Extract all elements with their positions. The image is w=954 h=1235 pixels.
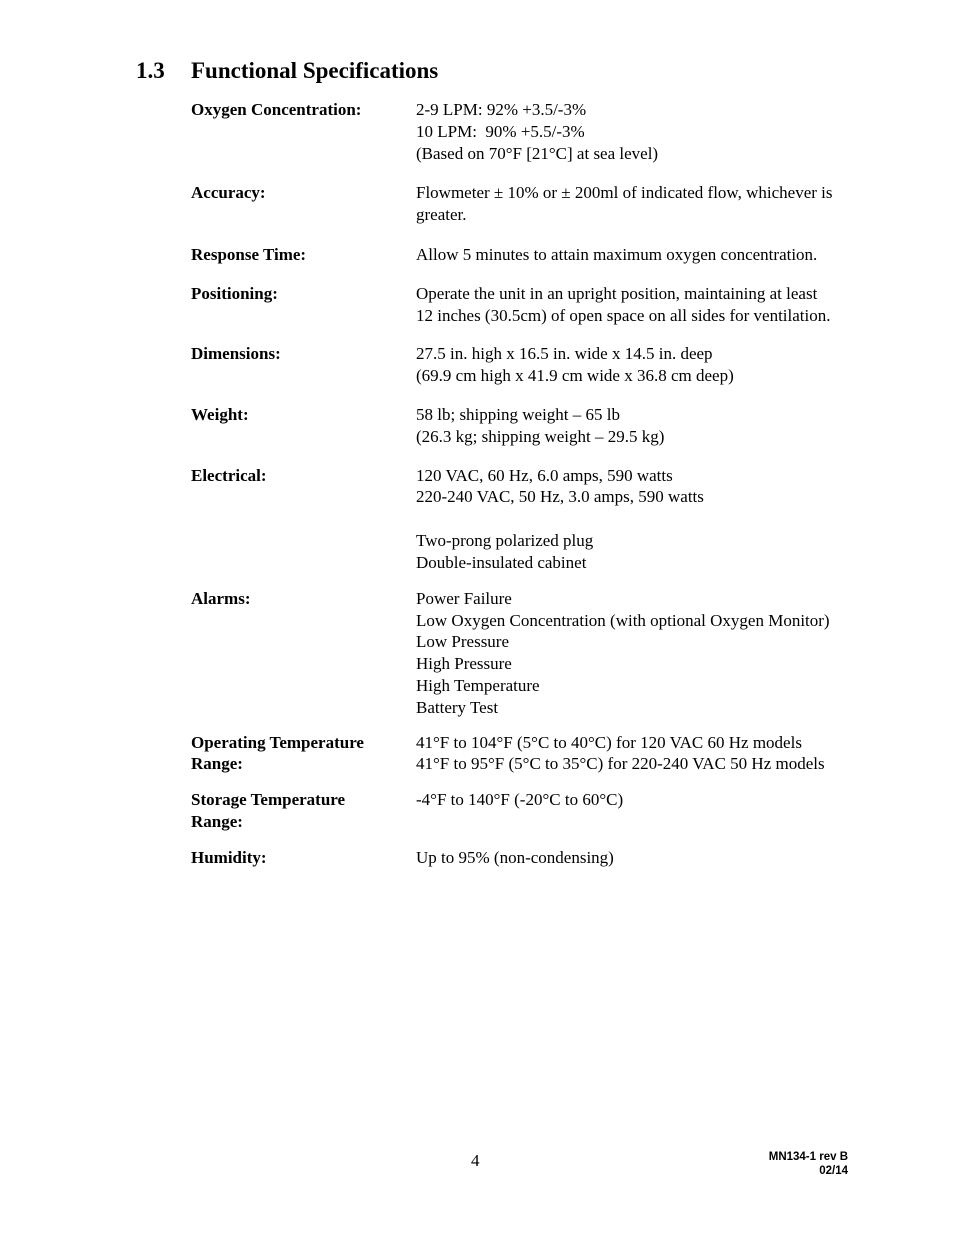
spec-row-dimensions <box>191 343 891 387</box>
spec-value-spacer <box>416 508 891 530</box>
spec-value <box>416 465 891 574</box>
spec-row-alarms <box>191 588 891 719</box>
spec-value-line: High Pressure <box>416 654 512 674</box>
spec-row-electrical <box>191 465 891 574</box>
spec-value-line: (26.3 kg; shipping weight – 29.5 kg) <box>416 426 665 446</box>
spec-label: Response Time: <box>191 244 307 264</box>
spec-label: Electrical: <box>191 465 267 485</box>
spec-value-line: 120 VAC, 60 Hz, 6.0 amps, 590 watts <box>416 465 673 485</box>
spec-value-line: 27.5 in. high x 16.5 in. wide x 14.5 in. deep <box>416 344 713 364</box>
section-heading <box>136 57 438 85</box>
spec-label: Oxygen Concentration: <box>191 100 362 119</box>
spec-value-line: Allow 5 minutes to attain maximum oxygen concentration. <box>416 244 818 264</box>
spec-value-line: Battery Test <box>416 697 499 717</box>
spec-value-line: 58 lb; shipping weight – 65 lb <box>416 404 620 424</box>
spec-value-line: 2-9 LPM: 92% +3.5/-3% <box>416 100 587 119</box>
spec-row-humidity <box>191 847 891 869</box>
spec-value-line: -4°F to 140°F (-20°C to 60°C) <box>416 790 624 810</box>
spec-value-line: 41°F to 95°F (5°C to 35°C) for 220-240 VAC 50 Hz models <box>416 754 825 774</box>
section-title: Functional Specifications <box>191 58 439 83</box>
document-revision <box>769 1150 848 1178</box>
spec-value-line: Low Oxygen Concentration (with optional Oxygen Monitor) <box>416 610 830 630</box>
spec-value-line: Flowmeter ± 10% or ± 200ml of indicated flow, whichever is greater. <box>416 183 833 225</box>
spec-value-line: 12 inches (30.5cm) of open space on all sides for ventilation. <box>416 305 831 325</box>
spec-value <box>416 588 891 719</box>
spec-value-line: Operate the unit in an upright position, maintaining at least <box>416 283 818 303</box>
spec-value-line: Low Pressure <box>416 632 510 652</box>
spec-row-positioning <box>191 283 891 327</box>
spec-value <box>416 404 891 448</box>
spec-row-oxygen-concentration <box>191 99 891 164</box>
spec-value-line: 41°F to 104°F (5°C to 40°C) for 120 VAC 60 Hz models <box>416 732 802 752</box>
spec-value <box>416 182 891 226</box>
spec-value <box>416 244 891 266</box>
spec-label: Accuracy: <box>191 183 266 203</box>
spec-value <box>416 343 891 387</box>
spec-value-line: Two-prong polarized plug <box>416 531 594 551</box>
spec-value-line: Double-insulated cabinet <box>416 552 587 572</box>
spec-label: Storage Temperature Range: <box>191 790 346 831</box>
spec-value-line: Up to 95% (non-condensing) <box>416 847 614 867</box>
spec-value-line: High Temperature <box>416 675 540 695</box>
page-number: 4 <box>471 1151 480 1170</box>
spec-value-line: (Based on 70°F [21°C] at sea level) <box>416 143 659 163</box>
spec-row-accuracy <box>191 182 891 226</box>
document-id: MN134-1 rev B <box>768 1151 848 1163</box>
spec-label: Weight: <box>191 404 249 424</box>
spec-value-line: 10 LPM: 90% +5.5/-3% <box>416 121 585 141</box>
section-number: 1.3 <box>136 58 165 83</box>
document-date: 02/14 <box>819 1165 848 1177</box>
spec-row-weight <box>191 404 891 448</box>
spec-label: Positioning: <box>191 283 278 303</box>
spec-value-line: 220-240 VAC, 50 Hz, 3.0 amps, 590 watts <box>416 487 704 507</box>
spec-value <box>416 732 891 776</box>
spec-row-storage-temperature <box>191 789 891 833</box>
spec-row-response-time <box>191 244 891 266</box>
spec-value-line: Power Failure <box>416 588 512 608</box>
spec-table <box>191 99 891 869</box>
spec-label: Dimensions: <box>191 344 281 364</box>
spec-label: Operating Temperature Range: <box>191 732 364 774</box>
spec-value-line: (69.9 cm high x 41.9 cm wide x 36.8 cm deep) <box>416 366 734 386</box>
spec-label: Humidity: <box>191 847 267 867</box>
spec-row-operating-temperature <box>191 732 891 776</box>
spec-value <box>416 99 891 164</box>
spec-value <box>416 847 891 869</box>
spec-label: Alarms: <box>191 588 251 608</box>
spec-value <box>416 789 891 833</box>
spec-value <box>416 283 891 327</box>
